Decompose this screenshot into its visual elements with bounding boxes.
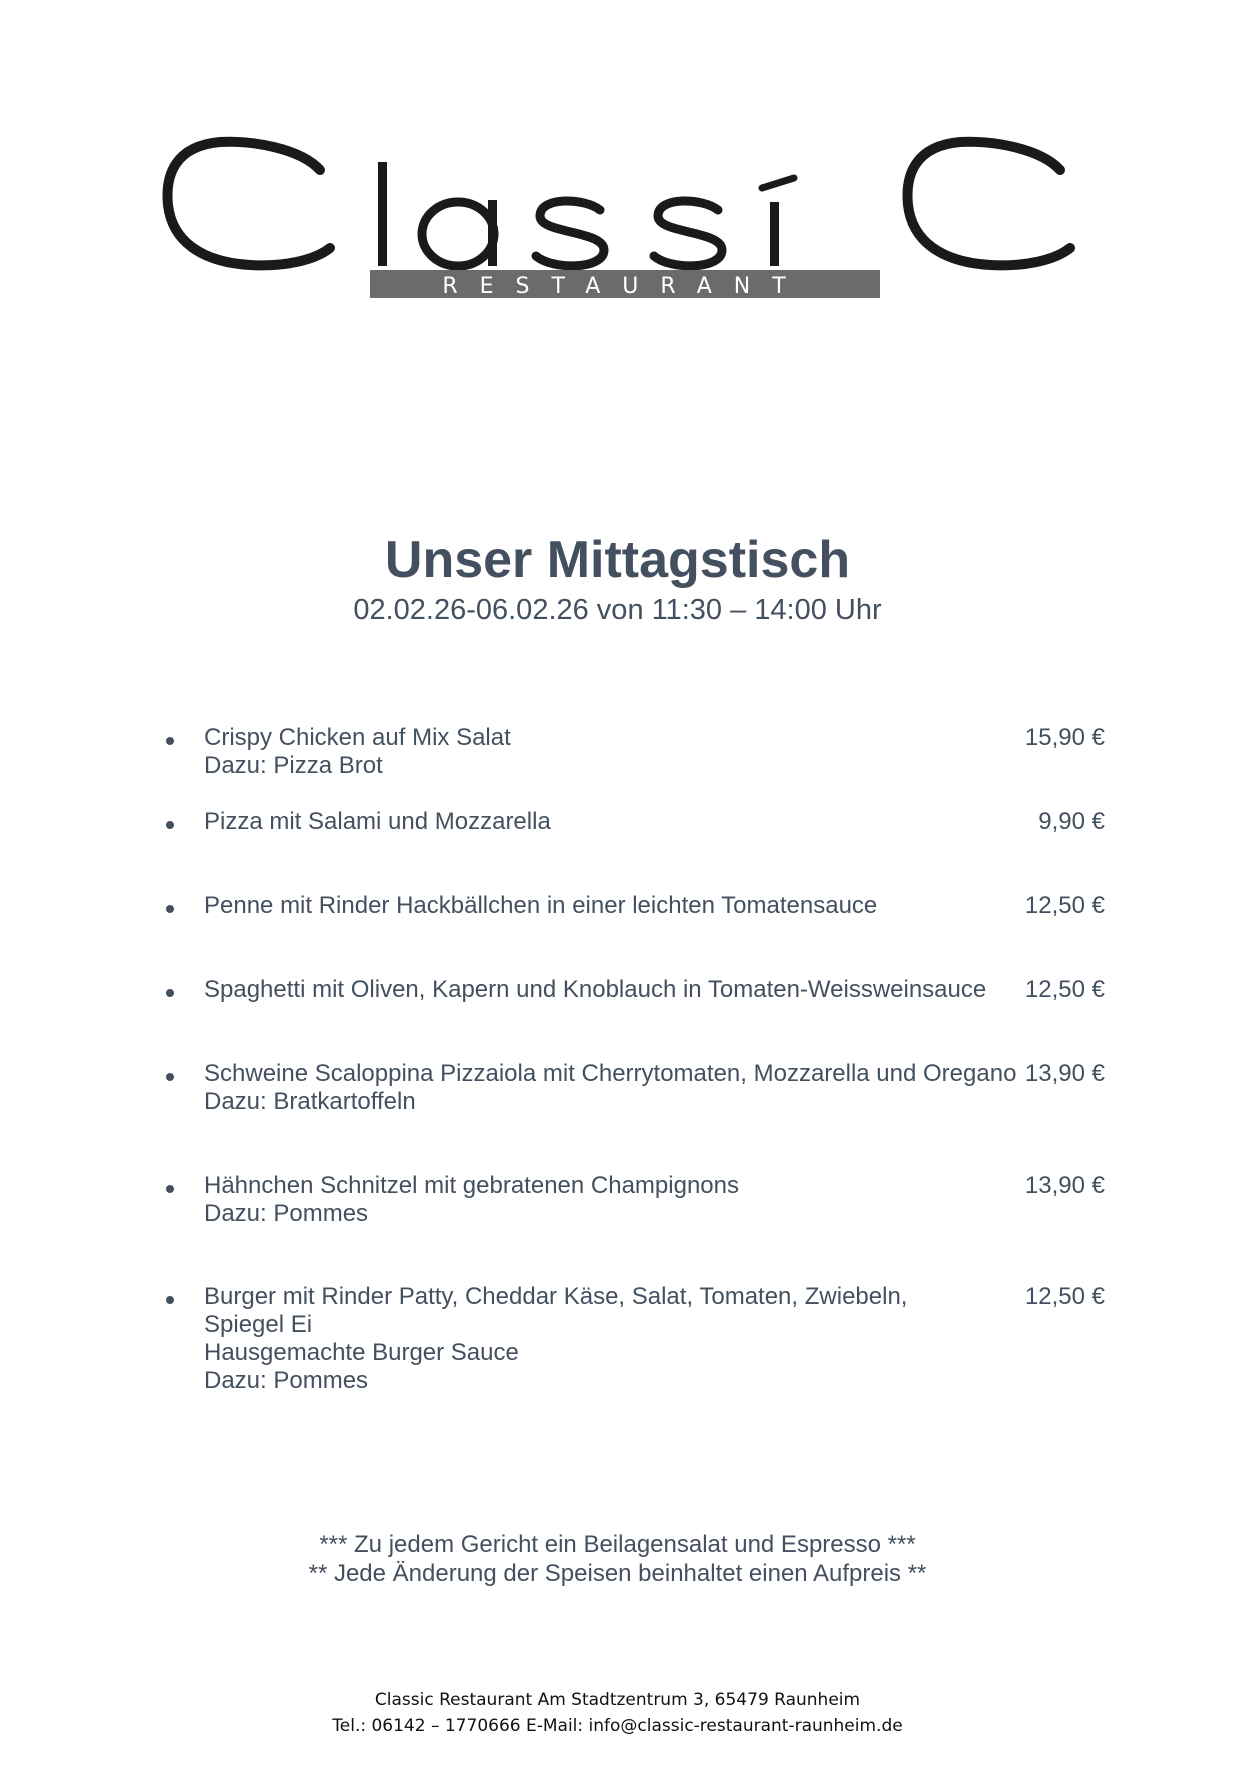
bullet-icon [166, 905, 174, 913]
menu-item-line: Schweine Scaloppina Pizzaiola mit Cherrytomaten, Mozzarella und Oregano [204, 1060, 1017, 1087]
menu-item-line: Dazu: Pommes [204, 1367, 369, 1394]
menu-item-description [204, 808, 551, 836]
menu-item-price: 12,50 € [1024, 892, 1105, 919]
note-line: ** Jede Änderung der Speisen beinhaltet einen Aufpreis ** [308, 1560, 927, 1587]
page-title: Unser Mittagstisch [384, 531, 851, 589]
menu-item-line: Burger mit Rinder Patty, Cheddar Käse, Salat, Tomaten, Zwiebeln, [204, 1283, 908, 1310]
menu-item-description [204, 1283, 907, 1395]
logo-graphic [0, 130, 1235, 320]
menu-item-price: 15,90 € [1024, 724, 1105, 751]
footer-contact: Tel.: 06142 – 1770666 E-Mail: info@classic-restaurant-raunheim.de [332, 1716, 903, 1736]
note-line: *** Zu jedem Gericht ein Beilagensalat und Espresso *** [319, 1531, 916, 1558]
menu-item-description [204, 1060, 1016, 1116]
menu-item-description [204, 724, 511, 780]
logo-subtext: RESTAURANT [442, 274, 808, 299]
bullet-icon [166, 1185, 174, 1193]
bullet-icon [166, 821, 174, 829]
menu-item-line: Crispy Chicken auf Mix Salat [204, 724, 511, 751]
menu-item-price: 12,50 € [1024, 976, 1105, 1003]
menu-item-price: 13,90 € [1024, 1060, 1105, 1087]
menu-item-description [204, 1172, 739, 1228]
menu-item-description [204, 892, 877, 920]
bullet-icon [166, 989, 174, 997]
menu-item-description [204, 976, 986, 1004]
bullet-icon [166, 1296, 174, 1304]
menu-item-line: Dazu: Pizza Brot [204, 752, 383, 779]
bullet-icon [166, 737, 174, 745]
menu-item-price: 13,90 € [1024, 1172, 1105, 1199]
menu-item-price: 12,50 € [1024, 1283, 1105, 1310]
menu-item-line: Hausgemachte Burger Sauce [204, 1339, 519, 1366]
menu-item-line: Hähnchen Schnitzel mit gebratenen Champignons [204, 1172, 739, 1199]
menu-item-price: 9,90 € [1038, 808, 1105, 835]
menu-item-line: Dazu: Pommes [204, 1200, 369, 1227]
menu-item-line: Spaghetti mit Oliven, Kapern und Knoblauch in Tomaten-Weissweinsauce [204, 976, 987, 1003]
page-footer [0, 1687, 1235, 1739]
menu-item-line: Penne mit Rinder Hackbällchen in einer leichten Tomatensauce [204, 892, 878, 919]
menu-item-line: Spiegel Ei [204, 1311, 313, 1338]
restaurant-logo [0, 130, 1235, 320]
menu-item-line: Pizza mit Salami und Mozzarella [204, 808, 551, 835]
date-time-subtitle: 02.02.26-06.02.26 von 11:30 – 14:00 Uhr [353, 594, 882, 626]
bullet-icon [166, 1073, 174, 1081]
menu-item-line: Dazu: Bratkartoffeln [204, 1088, 416, 1115]
menu-notes [0, 1530, 1235, 1588]
footer-address: Classic Restaurant Am Stadtzentrum 3, 65479 Raunheim [374, 1690, 861, 1710]
